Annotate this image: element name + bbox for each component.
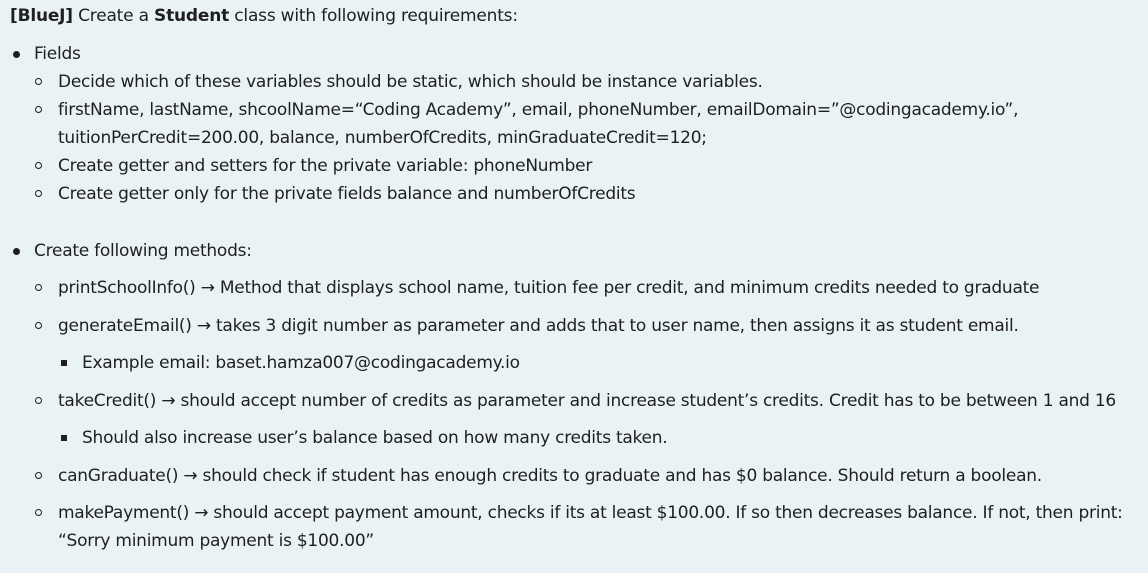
bullet-circle-icon xyxy=(35,509,42,516)
title-class-name: Student xyxy=(154,6,230,26)
method-take-credit: takeCredit() → should accept number of credits as parameter and increase student’s credits. Credit has to be between 1 and 16 xyxy=(58,391,1116,411)
method-can-graduate: canGraduate() → should check if student has enough credits to graduate and has $0 balance. Should return a boolean. xyxy=(58,466,1042,486)
method-make-payment: makePayment() → should accept payment amount, checks if its at least $100.00. If so then decreases balance. If not, then print: xyxy=(58,503,1123,523)
bullet-circle-icon xyxy=(35,190,42,197)
method-generate-email: generateEmail() → takes 3 digit number as parameter and adds that to user name, then assigns it as student email. xyxy=(58,316,1019,336)
fields-item-1: Decide which of these variables should be static, which should be instance variables. xyxy=(58,72,763,92)
title-pre: Create a xyxy=(78,6,149,26)
bullet-circle-icon xyxy=(35,322,42,329)
bullet-circle-icon xyxy=(35,472,42,479)
title-post: class with following requirements: xyxy=(234,6,518,26)
methods-heading: Create following methods: xyxy=(34,241,252,261)
bullet-circle-icon xyxy=(35,78,42,85)
method-print-school-info: printSchoolInfo() → Method that displays school name, tuition fee per credit, and minimum credits needed to graduate xyxy=(58,278,1040,298)
fields-item-4: Create getter only for the private fields balance and numberOfCredits xyxy=(58,184,636,204)
fields-item-3: Create getter and setters for the private variable: phoneNumber xyxy=(58,156,593,176)
bullet-square-icon xyxy=(61,435,67,441)
fields-item-2-continued: tuitionPerCredit=200.00, balance, numberOfCredits, minGraduateCredit=120; xyxy=(58,128,707,148)
bullet-circle-icon xyxy=(35,162,42,169)
bullet-dot-icon xyxy=(13,248,20,255)
assignment-title xyxy=(10,5,518,27)
fields-heading: Fields xyxy=(34,44,81,64)
bullet-circle-icon xyxy=(35,397,42,404)
method-take-credit-note: Should also increase user’s balance based on how many credits taken. xyxy=(82,428,668,448)
bullet-circle-icon xyxy=(35,284,42,291)
method-make-payment-continued: “Sorry minimum payment is $100.00” xyxy=(58,531,374,551)
bullet-square-icon xyxy=(61,360,67,366)
method-generate-email-example: Example email: baset.hamza007@codingacademy.io xyxy=(82,353,520,373)
title-tag: [BlueJ] xyxy=(10,6,73,26)
bullet-dot-icon xyxy=(13,51,20,58)
bullet-circle-icon xyxy=(35,106,42,113)
fields-item-2: firstName, lastName, shcoolName=“Coding Academy”, email, phoneNumber, emailDomain=”@codingacademy.io”, xyxy=(58,100,1019,120)
